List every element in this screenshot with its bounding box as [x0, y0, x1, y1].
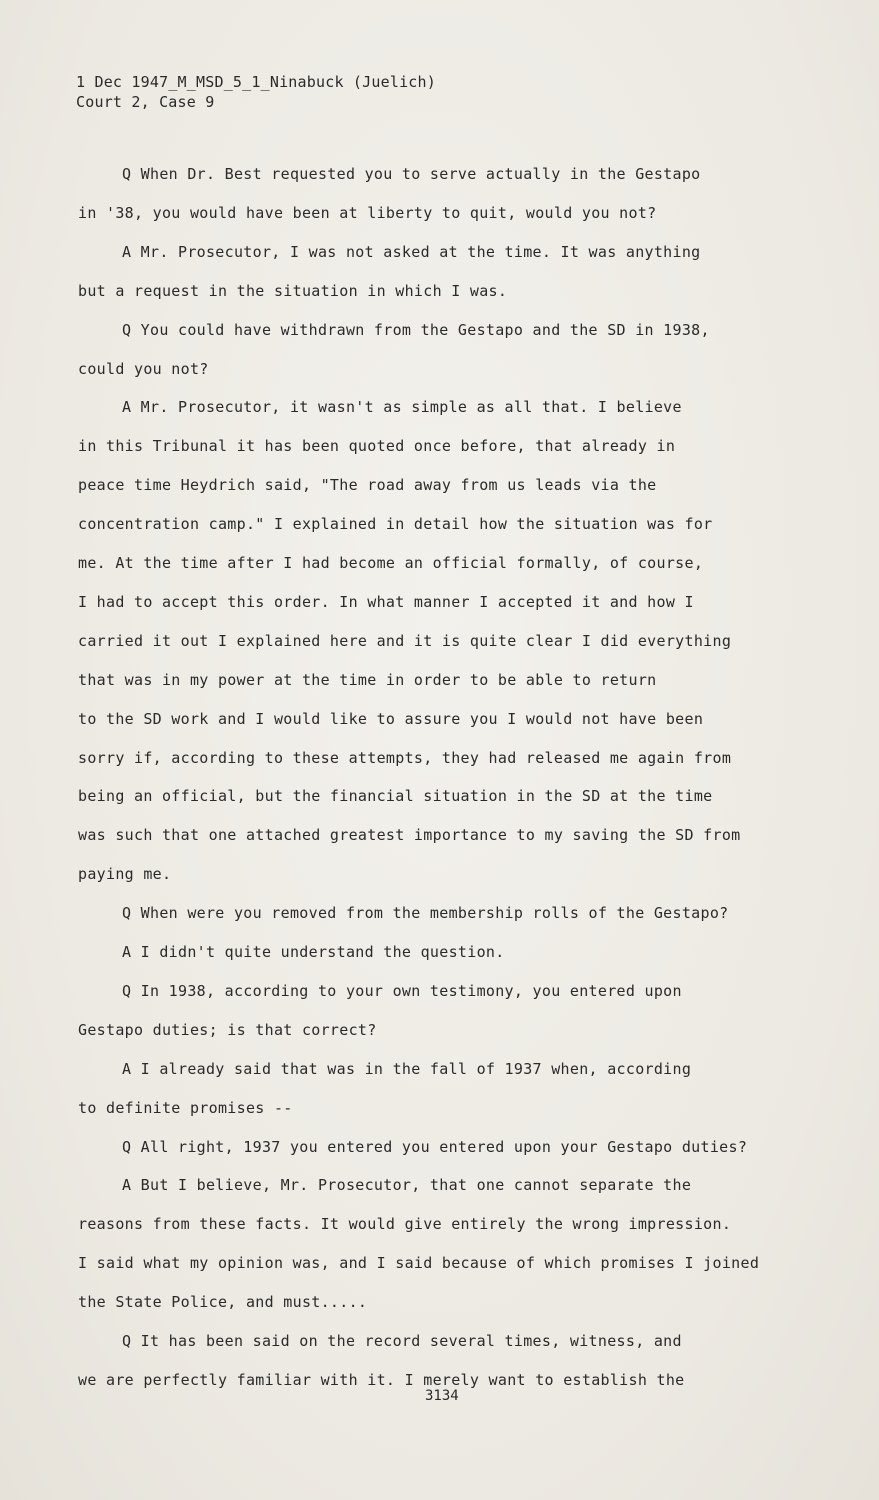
transcript-line: paying me.	[78, 865, 172, 884]
transcript-line: we are perfectly familiar with it. I merely want to establish the	[78, 1370, 685, 1389]
transcript-line: concentration camp." I explained in detail how the situation was for	[78, 515, 713, 534]
transcript-line: being an official, but the financial situation in the SD at the time	[78, 787, 713, 806]
transcript-line: Gestapo duties; is that correct?	[78, 1020, 377, 1039]
transcript-line: to the SD work and I would like to assure you I would not have been	[78, 709, 704, 728]
transcript-line: in this Tribunal it has been quoted once before, that already in	[78, 437, 676, 456]
header-date-line: 1 Dec 1947_M_MSD_5_1_Ninabuck (Juelich)	[76, 73, 436, 91]
transcript-line: peace time Heydrich said, "The road away from us leads via the	[78, 476, 657, 495]
document-header	[76, 72, 436, 112]
page-number: 3134	[425, 1388, 459, 1404]
transcript-line: that was in my power at the time in order to be able to return	[78, 670, 657, 689]
transcript-line: A But I believe, Mr. Prosecutor, that one cannot separate the	[122, 1176, 692, 1195]
header-court-line: Court 2, Case 9	[76, 93, 215, 111]
transcript-line: Q In 1938, according to your own testimony, you entered upon	[122, 981, 682, 1000]
transcript-line: to definite promises --	[78, 1098, 293, 1117]
transcript-line: carried it out I explained here and it is quite clear I did everything	[78, 631, 732, 650]
transcript-line: in '38, you would have been at liberty to quit, would you not?	[78, 203, 657, 222]
transcript-line: A Mr. Prosecutor, I was not asked at the time. It was anything	[122, 242, 701, 261]
transcript-line: but a request in the situation in which I was.	[78, 281, 508, 300]
transcript-line: A I didn't quite understand the question.	[122, 943, 505, 961]
transcript-line: I said what my opinion was, and I said because of which promises I joined	[78, 1254, 760, 1273]
transcript-line: Q It has been said on the record several times, witness, and	[122, 1332, 682, 1350]
transcript-line: the State Police, and must.....	[78, 1293, 368, 1312]
transcript-line: Q You could have withdrawn from the Gestapo and the SD in 1938,	[122, 320, 710, 339]
transcript-line: reasons from these facts. It would give entirely the wrong impression.	[78, 1215, 732, 1234]
transcript-line: Q All right, 1937 you entered you entered upon your Gestapo duties?	[122, 1137, 748, 1156]
transcript-line: sorry if, according to these attempts, they had released me again from	[78, 748, 732, 767]
transcript-line: I had to accept this order. In what manner I accepted it and how I	[78, 592, 694, 611]
transcript-line: A Mr. Prosecutor, it wasn't as simple as all that. I believe	[122, 398, 682, 417]
transcript-line: Q When were you removed from the membership rolls of the Gestapo?	[122, 904, 729, 923]
transcript-line: me. At the time after I had become an official formally, of course,	[78, 554, 704, 572]
transcript-line: A I already said that was in the fall of 1937 when, according	[122, 1059, 692, 1078]
transcript-line: Q When Dr. Best requested you to serve actually in the Gestapo	[122, 165, 701, 183]
transcript-line: was such that one attached greatest importance to my saving the SD from	[78, 826, 741, 845]
transcript-line: could you not?	[78, 359, 209, 378]
